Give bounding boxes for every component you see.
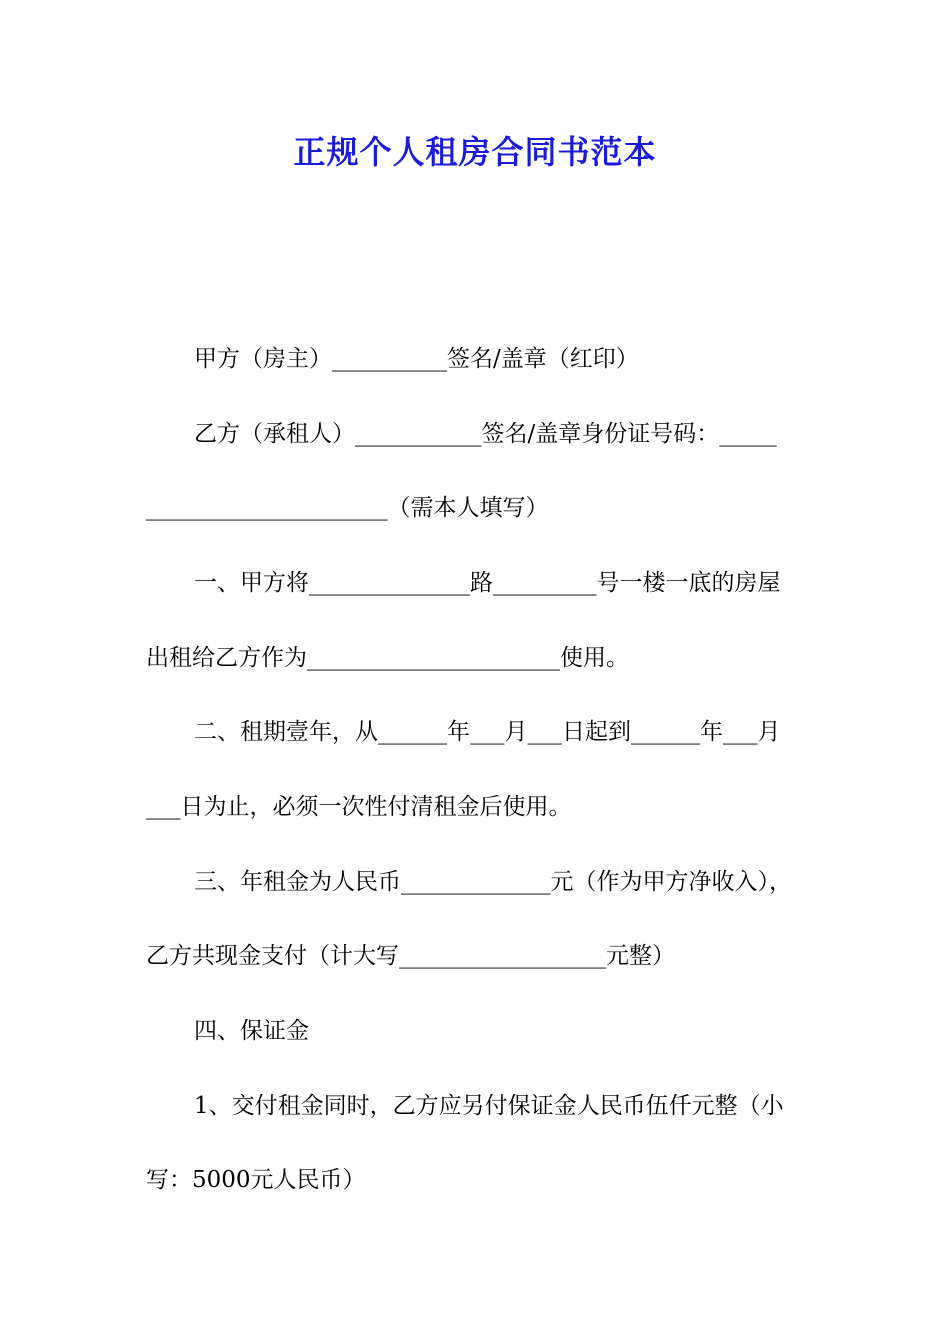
clause-2-line-2: ___日为止，必须一次性付清租金后使用。 bbox=[146, 794, 572, 820]
clause-1-line-2: 出租给乙方作为______________________使用。 bbox=[146, 645, 629, 671]
document-title: 正规个人租房合同书范本 bbox=[293, 133, 657, 171]
clause-4-heading: 四、保证金 bbox=[194, 1018, 309, 1044]
clause-1-line-1: 一、甲方将______________路_________号一楼一底的房屋 bbox=[194, 570, 781, 596]
clause-3-line-2: 乙方共现金支付（计大写__________________元整） bbox=[146, 943, 675, 969]
line-tenant-signature: 乙方（承租人）___________签名/盖章身份证号码：_____ bbox=[194, 421, 777, 447]
clause-4-item-1-line-2: 写：5000元人民币） bbox=[146, 1167, 366, 1193]
line-tenant-id-continued: _____________________（需本人填写） bbox=[146, 495, 549, 521]
clause-3-line-1: 三、年租金为人民币_____________元（作为甲方净收入）， bbox=[194, 869, 792, 895]
clause-4-item-1-line-1: 1、交付租金同时，乙方应另付保证金人民币伍仟元整（小 bbox=[194, 1093, 784, 1119]
line-landlord-signature: 甲方（房主）__________签名/盖章（红印） bbox=[194, 346, 639, 372]
clause-2-line-1: 二、租期壹年，从______年___月___日起到______年___月 bbox=[194, 719, 781, 745]
